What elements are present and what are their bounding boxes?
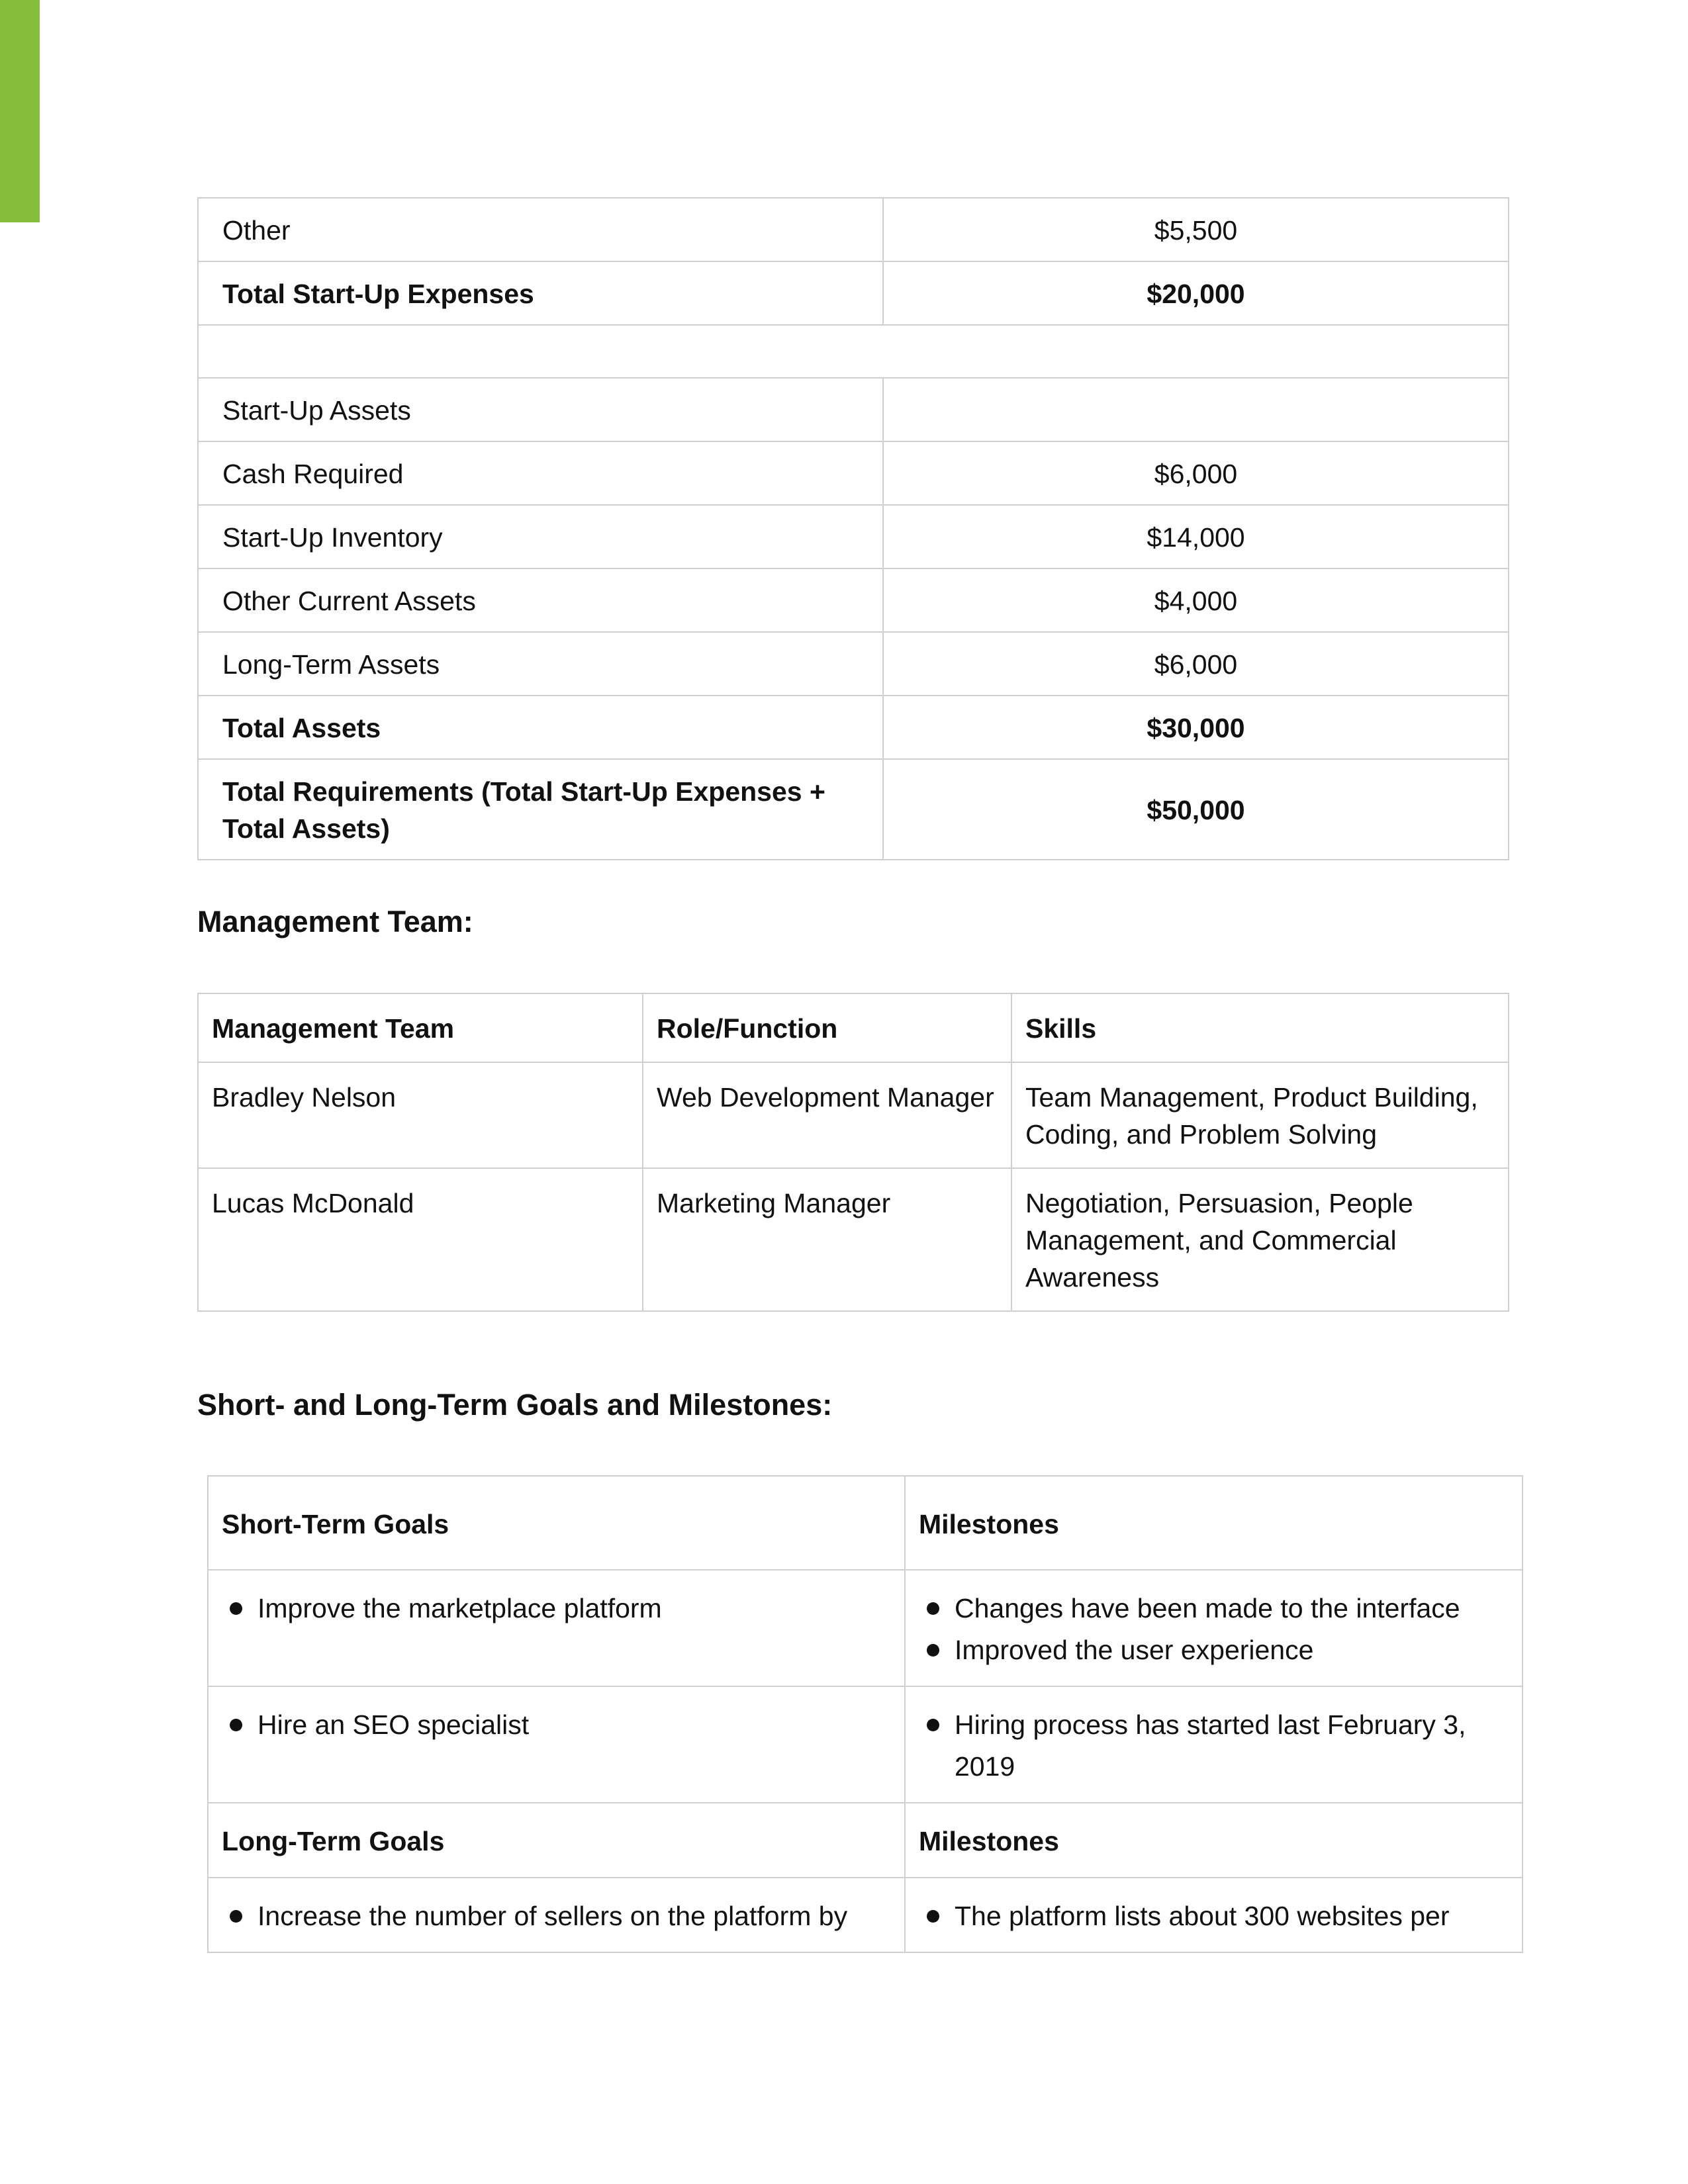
list-item: The platform lists about 300 websites per (919, 1895, 1509, 1937)
table-row (198, 759, 1509, 860)
table-row (198, 441, 1509, 505)
column-header: Milestones (905, 1803, 1523, 1878)
list-item: Increase the number of sellers on the platform by (222, 1895, 891, 1937)
goals-heading: Short- and Long-Term Goals and Milestones: (197, 1388, 833, 1422)
table-row (198, 569, 1509, 632)
member-name: Lucas McDonald (198, 1168, 643, 1311)
row-label: Other Current Assets (198, 569, 883, 632)
list-item: Improved the user experience (919, 1629, 1509, 1671)
list-item: Changes have been made to the interface (919, 1588, 1509, 1629)
member-skills: Negotiation, Persuasion, People Management, and Commercial Awareness (1011, 1168, 1509, 1311)
column-header: Skills (1011, 993, 1509, 1062)
table-row (198, 696, 1509, 759)
column-header: Short-Term Goals (208, 1476, 905, 1570)
row-label: Start-Up Assets (198, 378, 883, 441)
table-header-row (208, 1476, 1523, 1570)
management-table (197, 993, 1509, 1312)
member-role: Web Development Manager (643, 1062, 1011, 1168)
list-item: Hiring process has started last February 3, 2019 (919, 1704, 1509, 1788)
row-value (883, 378, 1509, 441)
member-role: Marketing Manager (643, 1168, 1011, 1311)
column-header: Management Team (198, 993, 643, 1062)
table-row (198, 1062, 1509, 1168)
list-item: Improve the marketplace platform (222, 1588, 891, 1629)
row-value: $30,000 (883, 696, 1509, 759)
table-row (198, 261, 1509, 325)
column-header: Role/Function (643, 993, 1011, 1062)
milestone-cell (905, 1570, 1523, 1686)
row-label: Start-Up Inventory (198, 505, 883, 569)
table-row (208, 1686, 1523, 1803)
milestone-cell (905, 1686, 1523, 1803)
spacer-row (198, 325, 1509, 378)
row-label: Total Requirements (Total Start-Up Expenses + Total Assets) (198, 759, 883, 860)
table-row (208, 1878, 1523, 1952)
table-row (198, 198, 1509, 261)
row-value: $20,000 (883, 261, 1509, 325)
empty-cell (198, 325, 1509, 378)
row-value: $5,500 (883, 198, 1509, 261)
row-value: $4,000 (883, 569, 1509, 632)
table-row (198, 632, 1509, 696)
goal-cell (208, 1878, 905, 1952)
table-row (198, 1168, 1509, 1311)
member-skills: Team Management, Product Building, Coding, and Problem Solving (1011, 1062, 1509, 1168)
table-header-row (198, 993, 1509, 1062)
row-value: $6,000 (883, 441, 1509, 505)
row-label: Total Start-Up Expenses (198, 261, 883, 325)
startup-costs-table (197, 197, 1509, 860)
row-label: Long-Term Assets (198, 632, 883, 696)
goal-cell (208, 1570, 905, 1686)
milestone-cell (905, 1878, 1523, 1952)
table-row (208, 1570, 1523, 1686)
table-row (198, 378, 1509, 441)
row-value: $50,000 (883, 759, 1509, 860)
row-label: Cash Required (198, 441, 883, 505)
column-header: Long-Term Goals (208, 1803, 905, 1878)
management-heading: Management Team: (197, 905, 473, 938)
accent-bar (0, 0, 40, 222)
member-name: Bradley Nelson (198, 1062, 643, 1168)
row-label: Other (198, 198, 883, 261)
goal-cell (208, 1686, 905, 1803)
list-item: Hire an SEO specialist (222, 1704, 891, 1746)
table-row (198, 505, 1509, 569)
row-value: $14,000 (883, 505, 1509, 569)
row-value: $6,000 (883, 632, 1509, 696)
goals-table (207, 1475, 1523, 1953)
column-header: Milestones (905, 1476, 1523, 1570)
table-header-row (208, 1803, 1523, 1878)
row-label: Total Assets (198, 696, 883, 759)
